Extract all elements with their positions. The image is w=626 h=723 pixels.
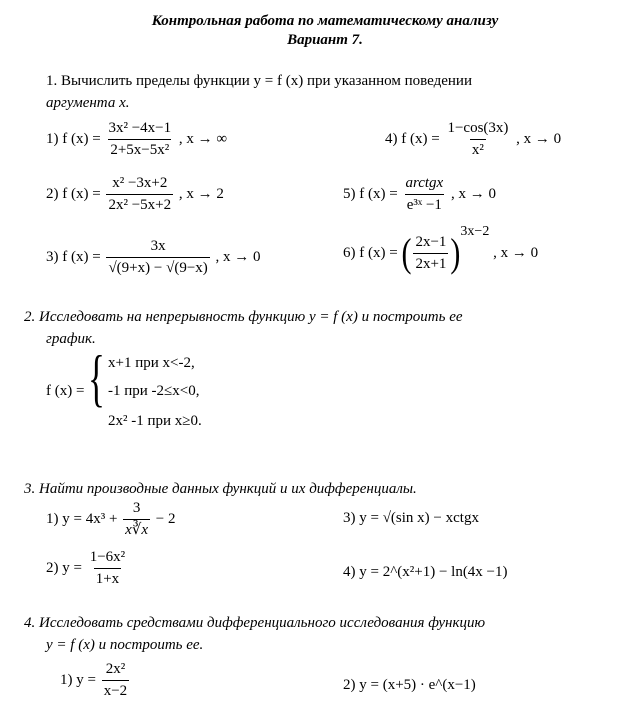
- task1-item-6-power: 3x−2: [460, 224, 490, 239]
- task1-item-1-label: 1) f (x) =: [46, 131, 101, 148]
- task1-item-2-label: 2) f (x) =: [46, 186, 101, 203]
- task1-item-1-num: 3x² −4x−1: [108, 120, 172, 136]
- task1-item-3-tail: , x → 0: [215, 249, 261, 266]
- task1-item-5-num: arctgx: [405, 175, 444, 191]
- task4-item-1-label: 1) y =: [60, 672, 96, 689]
- task3-item-2: [46, 549, 129, 589]
- task1-statement-line1: 1. Вычислить пределы функции y = f (x) при указанном поведении: [46, 73, 472, 89]
- task1-item-2: [46, 175, 224, 215]
- task3-item-1-den: x∛x: [123, 519, 150, 539]
- task1-item-3: [46, 238, 261, 278]
- task1-item-3-label: 3) f (x) =: [46, 249, 101, 266]
- task3-item-1: [46, 500, 176, 540]
- task1-item-5: [343, 175, 496, 215]
- task1-item-6-label: 6) f (x) =: [343, 245, 398, 261]
- task3-item-1-label: 1) y = 4x³ +: [46, 511, 118, 528]
- task2-case-3: 2x² -1 при x≥0.: [108, 413, 202, 429]
- task3-item-1-fraction: [123, 500, 150, 540]
- task4-item-1-den: x−2: [102, 680, 129, 700]
- task1-item-2-den: 2x² −5x+2: [106, 194, 173, 214]
- task1-item-1-tail: , x → ∞: [178, 131, 228, 148]
- task3-item-1-num: 3: [132, 500, 141, 516]
- task1-item-4-den: x²: [470, 139, 486, 159]
- task1-item-6-tail: , x → 0: [493, 245, 539, 261]
- task4-item-1: [60, 661, 131, 701]
- task4-item-2: 2) y = (x+5) · e^(x−1): [343, 677, 476, 693]
- task2-statement-line1: 2. Исследовать на непрерывность функцию y = f (x) и построить ее: [24, 309, 463, 325]
- task1-item-5-tail: , x → 0: [450, 186, 496, 203]
- task3-item-2-num: 1−6x²: [89, 549, 126, 565]
- task1-item-6-fraction: [413, 234, 448, 274]
- task1-item-5-label: 5) f (x) =: [343, 186, 398, 203]
- task1-item-4-label: 4) f (x) =: [385, 131, 440, 148]
- task4-item-1-num: 2x²: [105, 661, 126, 677]
- task3-item-1-tail: − 2: [155, 511, 176, 528]
- task1-item-5-fraction: [403, 175, 445, 215]
- task1-item-4-num: 1−cos(3x): [447, 120, 509, 136]
- task3-item-2-label: 2) y =: [46, 560, 82, 577]
- task3-item-3: 3) y = √(sin x) − xctgx: [343, 510, 479, 526]
- task1-item-6-den: 2x+1: [413, 253, 448, 273]
- task1-statement-line2: аргумента x.: [46, 95, 130, 111]
- task1-item-1-den: 2+5x−5x²: [108, 139, 171, 159]
- task1-item-4-tail: , x → 0: [516, 131, 562, 148]
- task4-item-1-fraction: [102, 661, 129, 701]
- task1-item-3-den: √(9+x) − √(9−x): [106, 257, 209, 277]
- left-brace: {: [88, 342, 105, 413]
- close-paren: ): [450, 230, 461, 276]
- task3-statement: 3. Найти производные данных функций и их дифференциалы.: [24, 481, 417, 497]
- task1-item-3-num: 3x: [150, 238, 166, 254]
- task1-item-4-fraction: [445, 120, 510, 160]
- task4-statement-line2: y = f (x) и построить ее.: [46, 637, 204, 653]
- task1-item-1: [46, 120, 227, 160]
- task3-item-2-fraction: [88, 549, 127, 589]
- open-paren: (: [401, 230, 412, 276]
- page-title: Контрольная работа по математическому анализу: [151, 13, 499, 29]
- task2-statement-line2: график.: [46, 331, 96, 347]
- task1-item-1-fraction: [106, 120, 173, 160]
- task3-item-4: 4) y = 2^(x²+1) − ln(4x −1): [343, 564, 508, 580]
- task1-item-2-fraction: [106, 175, 173, 215]
- task2-case-2: -1 при -2≤x<0,: [108, 383, 200, 399]
- task1-item-6-num: 2x−1: [415, 233, 447, 250]
- task1-item-2-tail: , x → 2: [178, 186, 224, 203]
- task2-case-1: x+1 при x<-2,: [108, 355, 195, 371]
- variant-label: Вариант 7.: [287, 32, 363, 48]
- task4-statement-line1: 4. Исследовать средствами дифференциального исследования функцию: [24, 615, 486, 631]
- task1-item-2-num: x² −3x+2: [112, 175, 168, 191]
- task1-item-5-den: e³ˣ −1: [405, 194, 444, 214]
- task1-item-3-fraction: [106, 238, 209, 278]
- task2-lhs: f (x) =: [46, 383, 85, 399]
- task1-item-6: [343, 224, 539, 276]
- task3-item-2-den: 1+x: [94, 568, 121, 588]
- task1-item-4: [385, 120, 561, 160]
